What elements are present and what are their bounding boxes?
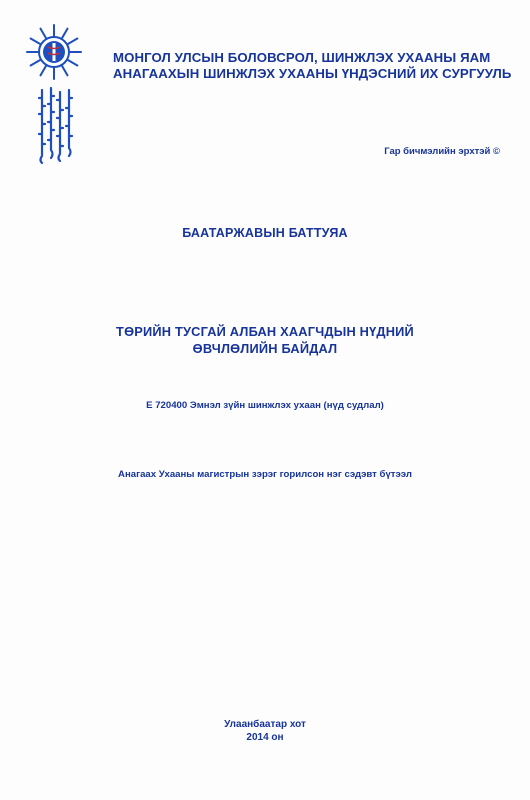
city: Улаанбаатар хот xyxy=(224,719,306,730)
ministry-name: МОНГОЛ УЛСЫН БОЛОВСРОЛ, ШИНЖЛЭХ УХААНЫ ЯАМ xyxy=(113,50,491,65)
degree-statement: Анагаах Ухааны магистрын зэрэг горилсон нэг сэдэвт бүтээл xyxy=(118,469,412,480)
specialty-code: Е 720400 Эмнэл зүйн шинжлэх ухаан (нүд судлал) xyxy=(146,400,384,411)
place-and-year xyxy=(0,718,530,744)
mongolian-script-logo xyxy=(36,86,80,166)
year: 2014 он xyxy=(246,732,284,743)
thesis-title xyxy=(0,323,530,357)
author-name: БААТАРЖАВЫН БАТТУЯА xyxy=(182,226,348,240)
copyright-notice: Гар бичмэлийн эрхтэй © xyxy=(384,146,500,157)
institution-header xyxy=(113,50,523,82)
thesis-title-line-1: ТӨРИЙН ТУСГАЙ АЛБАН ХААГЧДЫН НҮДНИЙ xyxy=(116,324,414,339)
thesis-title-line-2: ӨВЧЛӨЛИЙН БАЙДАЛ xyxy=(192,341,338,356)
university-name: АНАГААХЫН ШИНЖЛЭХ УХААНЫ ҮНДЭСНИЙ ИХ СУРГУУЛЬ xyxy=(113,66,512,81)
university-emblem-icon xyxy=(24,22,84,82)
